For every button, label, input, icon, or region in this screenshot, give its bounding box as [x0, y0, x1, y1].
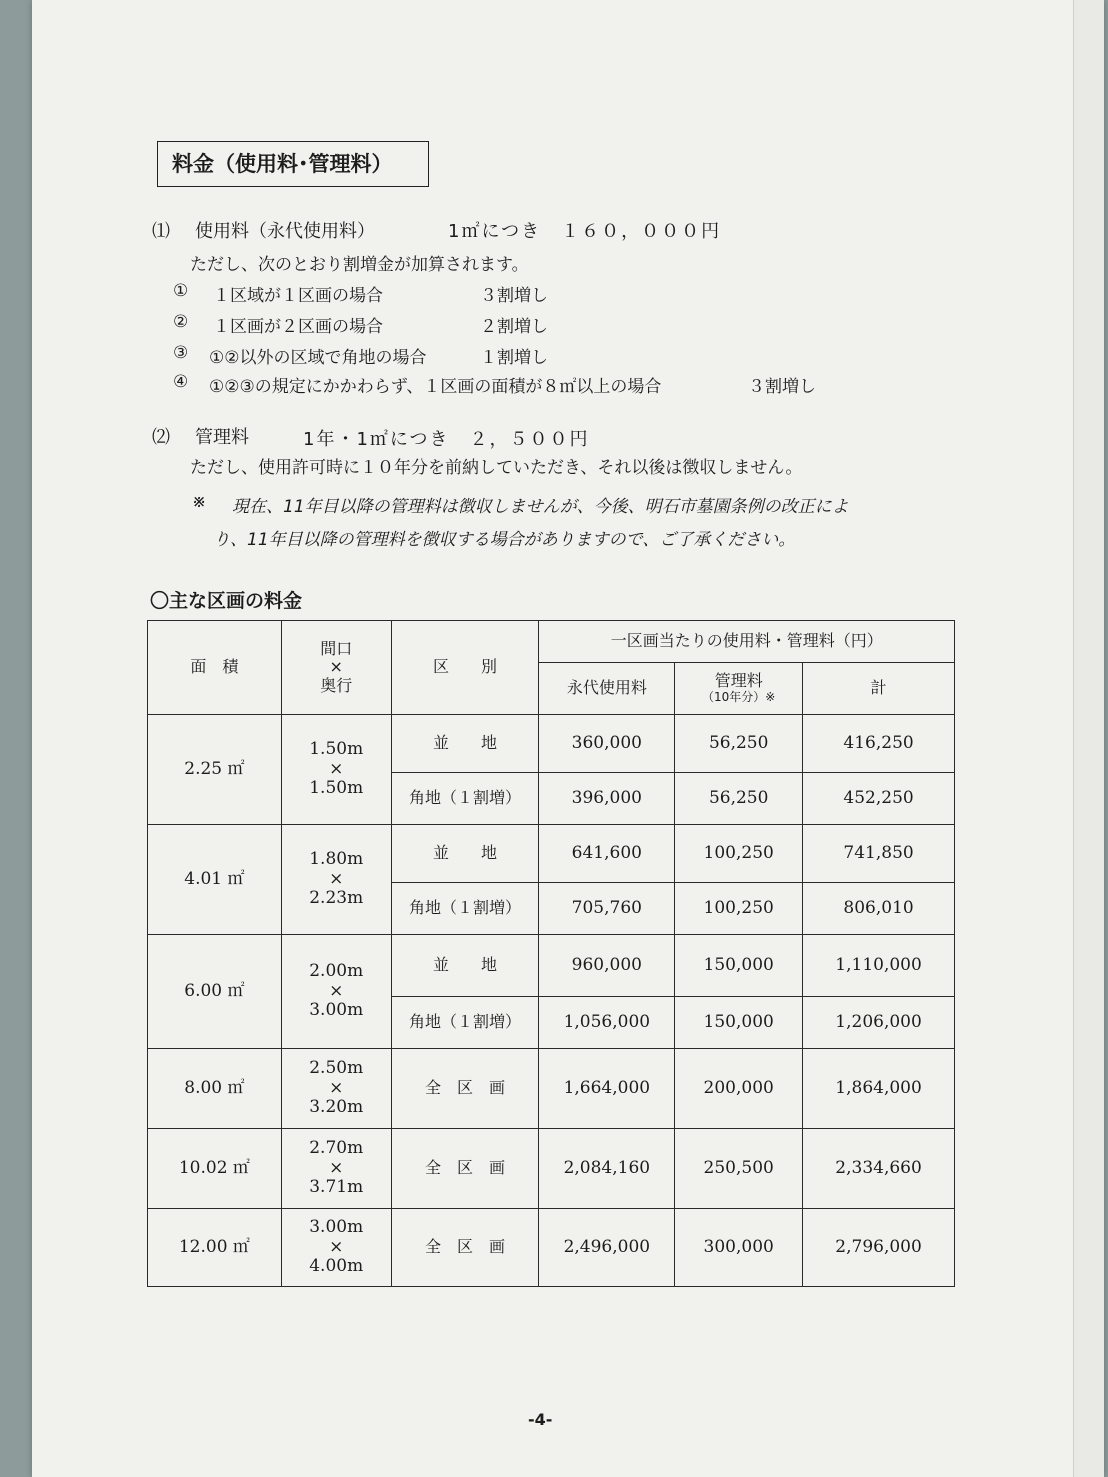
remark-mark: ※: [192, 492, 207, 512]
cell-width: 3.00m: [309, 1217, 364, 1238]
cell-total: 416,250: [803, 715, 955, 773]
cell-frontage: [281, 715, 391, 825]
cell-times: ×: [329, 868, 344, 889]
cell-width: 1.50m: [309, 739, 364, 760]
cell-times: ×: [329, 1157, 344, 1178]
item-text-2: １区画が２区画の場合: [213, 317, 383, 337]
cell-perpetual: 396,000: [539, 773, 675, 825]
cell-type: 並 地: [391, 825, 539, 883]
item-mark-1: ①: [173, 281, 189, 301]
table-row: [148, 1049, 955, 1129]
cell-total: 2,334,660: [803, 1129, 955, 1209]
header-frontage-line3: 奥行: [320, 675, 353, 695]
cell-type: 全 区 画: [391, 1049, 539, 1129]
cell-area: 10.02 ㎡: [148, 1129, 282, 1209]
cell-area: 8.00 ㎡: [148, 1049, 282, 1129]
cell-mgmt: 150,000: [675, 997, 803, 1049]
cell-area: 2.25 ㎡: [148, 715, 282, 825]
item-text-3: ①②以外の区域で角地の場合: [209, 348, 427, 368]
item-surcharge-1: ３割増し: [480, 286, 548, 306]
cell-width: 2.70m: [309, 1138, 364, 1159]
cell-area: 4.01 ㎡: [148, 825, 282, 935]
cell-frontage: [281, 935, 391, 1049]
cell-times: ×: [329, 758, 344, 779]
table-header-row-1: [148, 621, 955, 663]
cell-times: ×: [329, 1236, 344, 1257]
cell-depth: 3.71m: [309, 1177, 364, 1198]
remark-line-1: 現在、11年目以降の管理料は徴収しませんが、今後、明石市墓園条例の改正によ: [232, 497, 849, 517]
cell-depth: 4.00m: [309, 1256, 364, 1277]
cell-frontage: [281, 1209, 391, 1287]
cell-total: 806,010: [803, 883, 955, 935]
cell-type: 並 地: [391, 935, 539, 997]
cell-type: 角地（１割増）: [391, 773, 539, 825]
remark-line-2: り、11年目以降の管理料を徴収する場合がありますので、ご了承ください。: [213, 530, 796, 550]
cell-perpetual: 2,084,160: [539, 1129, 675, 1209]
header-mgmt: [675, 663, 803, 715]
item-surcharge-3: １割増し: [480, 348, 548, 368]
section-title: 料金（使用料･管理料）: [157, 141, 429, 187]
cell-type: 角地（１割増）: [391, 997, 539, 1049]
cell-width: 2.50m: [309, 1058, 364, 1079]
cell-width: 1.80m: [309, 849, 364, 870]
cell-perpetual: 960,000: [539, 935, 675, 997]
cell-total: 741,850: [803, 825, 955, 883]
section1-note: ただし、次のとおり割増金が加算されます。: [190, 255, 529, 275]
header-type: 区 別: [391, 621, 539, 715]
item-mark-2: ②: [173, 312, 189, 332]
header-frontage-line2: ×: [329, 657, 343, 677]
header-area: 面 積: [148, 621, 282, 715]
cell-total: 2,796,000: [803, 1209, 955, 1287]
cell-perpetual: 360,000: [539, 715, 675, 773]
cell-total: 1,206,000: [803, 997, 955, 1049]
cell-width: 2.00m: [309, 961, 364, 982]
page-number: -4-: [528, 1410, 553, 1429]
cell-total: 1,110,000: [803, 935, 955, 997]
cell-depth: 2.23m: [309, 888, 364, 909]
header-frontage: [281, 621, 391, 715]
cell-depth: 3.00m: [309, 1000, 364, 1021]
cell-mgmt: 200,000: [675, 1049, 803, 1129]
section2-rate: 1年・1㎡につき ２，５００円: [303, 429, 590, 450]
cell-total: 452,250: [803, 773, 955, 825]
underlying-sheet: [1073, 0, 1104, 1477]
cell-frontage: [281, 1049, 391, 1129]
cell-total: 1,864,000: [803, 1049, 955, 1129]
item-mark-3: ③: [173, 343, 189, 363]
cell-times: ×: [329, 1077, 344, 1098]
item-surcharge-2: ２割増し: [480, 317, 548, 337]
section2-note: ただし、使用許可時に１０年分を前納していただき、それ以後は徴収しません。: [190, 458, 803, 478]
cell-type: 全 区 画: [391, 1209, 539, 1287]
item-surcharge-4: ３割増し: [748, 377, 816, 397]
cell-area: 12.00 ㎡: [148, 1209, 282, 1287]
cell-perpetual: 1,056,000: [539, 997, 675, 1049]
header-perpetual: 永代使用料: [539, 663, 675, 715]
cell-mgmt: 250,500: [675, 1129, 803, 1209]
section1-rate: 1㎡につき １６０，０００円: [448, 221, 722, 242]
cell-area: 6.00 ㎡: [148, 935, 282, 1049]
item-text-1: １区域が１区画の場合: [213, 286, 383, 306]
cell-perpetual: 705,760: [539, 883, 675, 935]
header-total: 計: [803, 663, 955, 715]
cell-frontage: [281, 825, 391, 935]
table-row: [148, 1209, 955, 1287]
table-title: 〇主な区画の料金: [150, 590, 303, 612]
cell-type: 並 地: [391, 715, 539, 773]
cell-times: ×: [329, 980, 344, 1001]
table-row: [148, 935, 955, 997]
header-mgmt-sub: （10年分）※: [702, 689, 776, 704]
section2-number: ⑵: [152, 427, 170, 448]
cell-frontage: [281, 1129, 391, 1209]
table-row: [148, 1129, 955, 1209]
cell-type: 角地（１割増）: [391, 883, 539, 935]
cell-mgmt: 56,250: [675, 715, 803, 773]
table-row: [148, 715, 955, 773]
cell-mgmt: 300,000: [675, 1209, 803, 1287]
section2-label: 管理料: [195, 427, 249, 448]
header-group: 一区画当たりの使用料・管理料（円）: [539, 621, 955, 663]
cell-depth: 3.20m: [309, 1097, 364, 1118]
header-mgmt-label: 管理料: [714, 671, 763, 691]
cell-perpetual: 1,664,000: [539, 1049, 675, 1129]
cell-mgmt: 100,250: [675, 883, 803, 935]
header-frontage-line1: 間口: [320, 638, 353, 658]
item-mark-4: ④: [173, 372, 189, 392]
item-text-4: ①②③の規定にかかわらず、１区画の面積が８㎡以上の場合: [209, 377, 662, 397]
cell-perpetual: 2,496,000: [539, 1209, 675, 1287]
cell-mgmt: 150,000: [675, 935, 803, 997]
cell-depth: 1.50m: [309, 778, 364, 799]
section1-number: ⑴: [152, 221, 170, 242]
cell-type: 全 区 画: [391, 1129, 539, 1209]
fee-table: [147, 620, 955, 1287]
cell-mgmt: 100,250: [675, 825, 803, 883]
cell-mgmt: 56,250: [675, 773, 803, 825]
cell-perpetual: 641,600: [539, 825, 675, 883]
section1-label: 使用料（永代使用料）: [195, 221, 375, 242]
table-row: [148, 825, 955, 883]
